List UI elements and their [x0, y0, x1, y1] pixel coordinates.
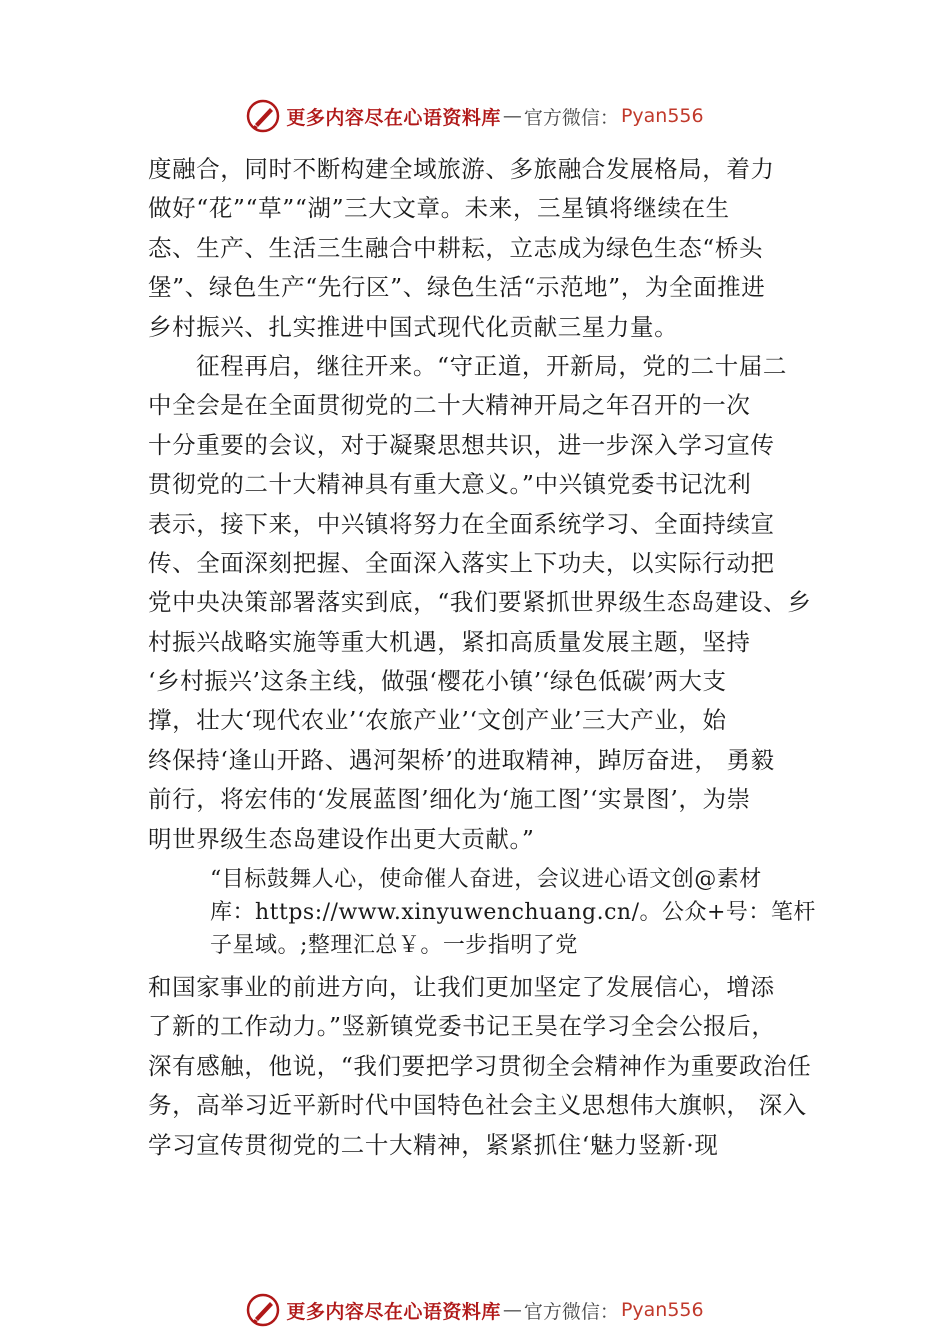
banner-title: 更多内容尽在心语资料库 [286, 106, 501, 129]
text-line: 征程再启，继往开来。“守正道，开新局，党的二十届二 [196, 351, 788, 380]
banner-subtitle: 官方微信： [523, 1300, 619, 1323]
pen-logo-icon [246, 1293, 280, 1327]
footer-banner [0, 1290, 950, 1330]
banner-separator: — [502, 1299, 522, 1321]
text-line: 前行，将宏伟的‘发展蓝图’细化为‘施工图’‘实景图’，为崇 [148, 785, 751, 814]
text-line: 终保持‘逢山开路、遇河架桥’的进取精神，踔厉奋进， 勇毅 [148, 745, 775, 774]
banner-separator: — [502, 105, 522, 127]
text-line: 撑，壮大‘现代农业’‘农旅产业’‘文创产业’三大产业，始 [148, 706, 727, 735]
paragraph-2 [148, 347, 838, 859]
banner-wechat-id: Pyan556 [620, 1299, 704, 1321]
text-line: 传、全面深刻把握、全面深入落实上下功夫，以实际行动把 [148, 548, 775, 577]
text-line: 了新的工作动力。”竖新镇党委书记王昊在学习全会公报后， [148, 1012, 776, 1041]
text-line: 表示，接下来，中兴镇将努力在全面系统学习、全面持续宣 [148, 509, 775, 538]
paragraph-1 [148, 150, 838, 347]
text-line: 贯彻党的二十大精神具有重大意义。”中兴镇党委书记沈利 [148, 470, 752, 499]
quote-line: 库：https://www.xinyuwenchuang.cn/。公众+号：笔杆 [210, 900, 816, 926]
header-banner [0, 96, 950, 136]
text-line: 党中央决策部署落实到底，“我们要紧抓世界级生态岛建设、乡 [148, 588, 812, 617]
text-line: 村振兴战略实施等重大机遇，紧扣高质量发展主题，坚持 [148, 627, 751, 656]
text-line: 十分重要的会议，对于凝聚思想共识，进一步深入学习宣传 [148, 430, 775, 459]
text-line: 堡”、绿色生产“先行区”、绿色生活“示范地”，为全面推进 [148, 273, 766, 302]
text-line: 中全会是在全面贯彻党的二十大精神开局之年召开的一次 [148, 391, 751, 420]
text-line: 度融合，同时不断构建全域旅游、多旅融合发展格局，着力 [148, 155, 775, 183]
quote-block [210, 863, 838, 962]
quote-line: 子星域。;整理汇总￥。一步指明了党 [210, 933, 578, 959]
banner-subtitle: 官方微信： [523, 106, 619, 129]
text-line: 务，高举习近平新时代中国特色社会主义思想伟大旗帜， 深入 [148, 1091, 807, 1120]
text-line: 乡村振兴、扎实推进中国式现代化贡献三星力量。 [148, 312, 679, 341]
text-line: 明世界级生态岛建设作出更大贡献。” [148, 824, 535, 853]
text-line: 做好“花”“草”“湖”三大文章。未来，三星镇将继续在生 [148, 194, 730, 223]
banner-title: 更多内容尽在心语资料库 [286, 1300, 501, 1323]
text-line: ‘乡村振兴’这条主线，做强‘樱花小镇’‘绿色低碳’两大支 [148, 667, 727, 696]
text-line: 和国家事业的前进方向，让我们更加坚定了发展信心，增添 [148, 973, 775, 1002]
text-line: 学习宣传贯彻党的二十大精神，紧紧抓住‘魅力竖新·现 [148, 1130, 719, 1159]
document-body [148, 150, 838, 1165]
pen-logo-icon [246, 99, 280, 133]
text-line: 深有感触，他说，“我们要把学习贯彻全会精神作为重要政治任 [148, 1051, 812, 1080]
banner-wechat-id: Pyan556 [620, 105, 704, 127]
quote-line: “目标鼓舞人心，使命催人奋进，会议进心语文创@素材 [210, 867, 762, 893]
paragraph-3 [148, 968, 838, 1165]
text-line: 态、生产、生活三生融合中耕耘，立志成为绿色生态“桥头 [148, 233, 764, 262]
